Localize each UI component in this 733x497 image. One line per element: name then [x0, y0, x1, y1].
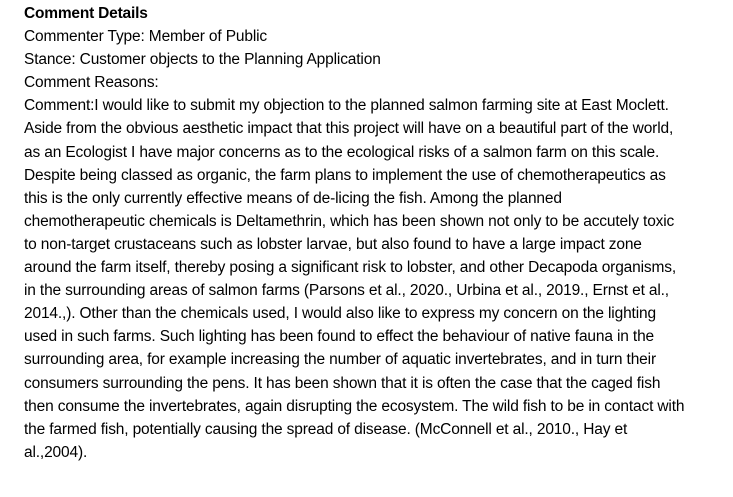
comment-line: to non-target crustaceans such as lobster larvae, but also found to have a large impact zone — [24, 235, 642, 253]
comment-reasons-label: Comment Reasons: — [24, 74, 159, 92]
comment-line: the farmed fish, potentially causing the spread of disease. (McConnell et al., 2010., Hay et — [24, 420, 628, 438]
comment-line: consumers surrounding the pens. It has been shown that it is often the case that the caged fish — [24, 374, 661, 392]
comment-line: used in such farms. Such lighting has been found to effect the behaviour of native fauna in the — [24, 328, 655, 346]
comment-line: 2014.,). Other than the chemicals used, I would also like to express my concern on the lighting — [24, 305, 656, 323]
comment-line: Comment:I would like to submit my objection to the planned salmon farming site at East Moclett. — [24, 97, 669, 115]
comment-line: chemotherapeutic chemicals is Deltamethrin, which has been shown not only to be accutely toxic — [24, 212, 675, 230]
comment-line: as an Ecologist I have major concerns as to the ecological risks of a salmon farm on this scale. — [24, 143, 660, 161]
comment-line: around the farm itself, thereby posing a significant risk to lobster, and other Decapoda organisms, — [24, 259, 677, 277]
comment-line: then consume the invertebrates, again disrupting the ecosystem. The wild fish to be in contact with — [24, 397, 685, 415]
comment-line: Aside from the obvious aesthetic impact that this project will have on a beautiful part of the world, — [24, 120, 674, 138]
comment-line: this is the only currently effective means of de-licing the fish. Among the planned — [24, 189, 562, 207]
section-heading: Comment Details — [24, 5, 148, 22]
commenter-type: Commenter Type: Member of Public — [24, 28, 268, 46]
comment-line: Despite being classed as organic, the farm plans to implement the use of chemotherapeutics as — [24, 166, 666, 184]
stance: Stance: Customer objects to the Planning Application — [24, 51, 381, 69]
comment-body — [24, 94, 733, 464]
comment-line: surrounding area, for example increasing the number of aquatic invertebrates, and in turn their — [24, 351, 656, 369]
comment-line: in the surrounding areas of salmon farms (Parsons et al., 2020., Urbina et al., 2019., Ernst et al., — [24, 282, 669, 300]
comment-line: al.,2004). — [24, 443, 88, 461]
